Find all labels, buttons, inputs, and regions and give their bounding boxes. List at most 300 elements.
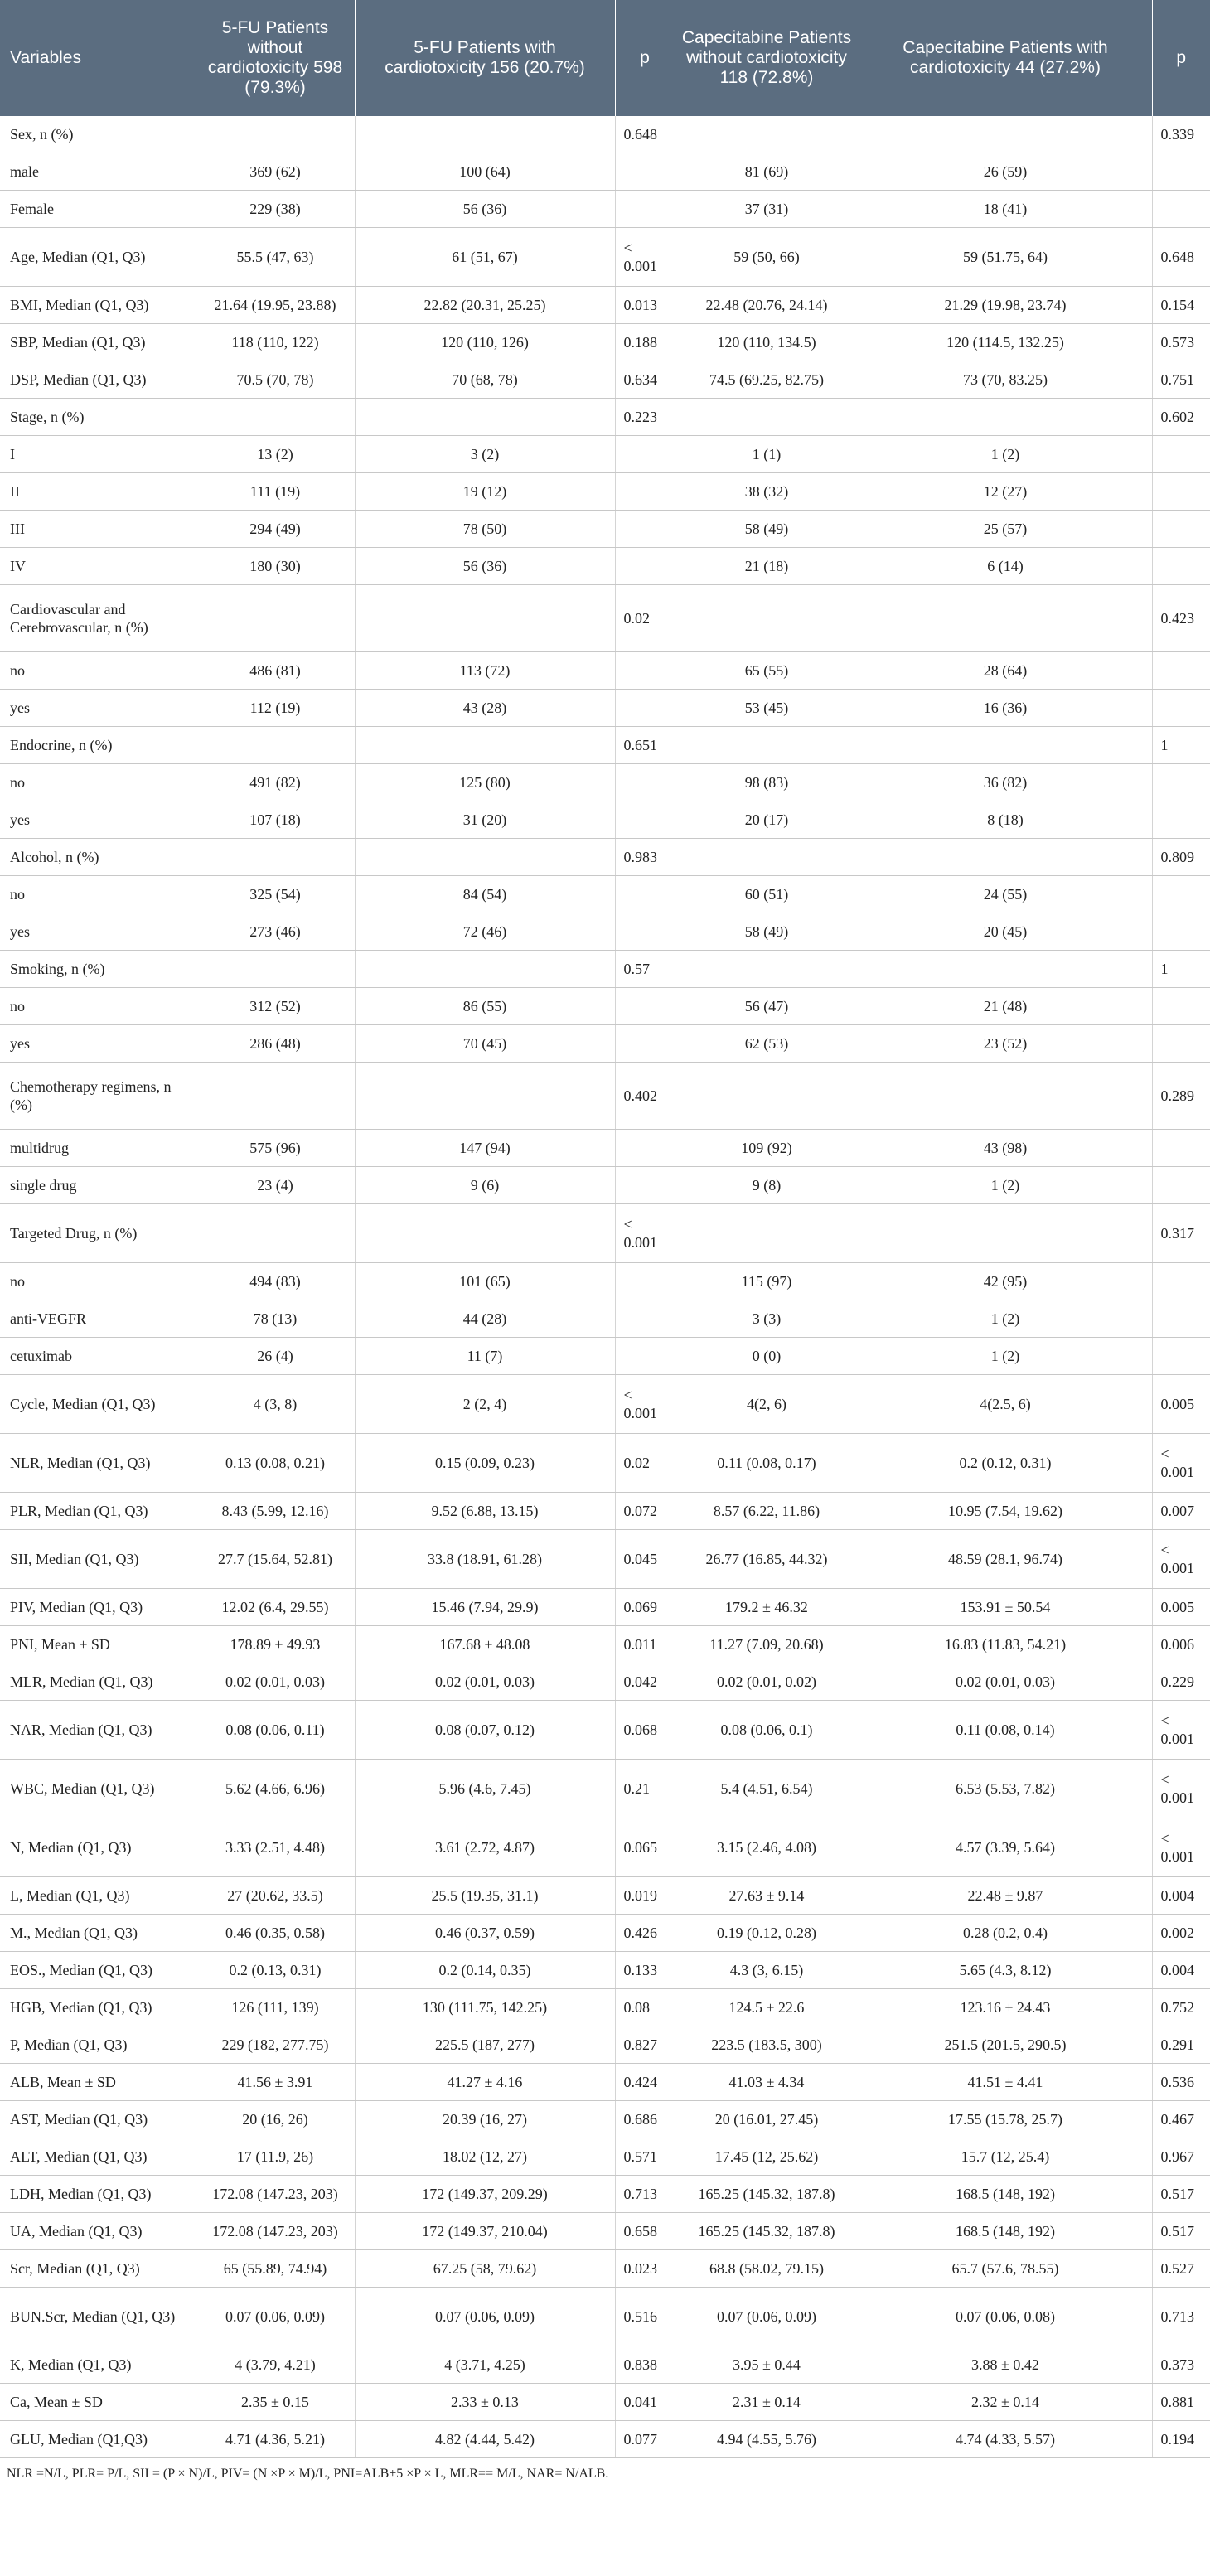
cell-fu-without: 21.64 (19.95, 23.88) <box>196 287 355 324</box>
cell-p-cap <box>1152 1025 1210 1063</box>
cell-variable: no <box>0 764 196 801</box>
cell-cap-without: 0.07 (0.06, 0.09) <box>675 2288 859 2346</box>
cell-p-cap: 0.373 <box>1152 2346 1210 2384</box>
table-row <box>0 399 1210 436</box>
cell-p-fu: 0.648 <box>615 116 675 153</box>
cell-cap-without: 124.5 ± 22.6 <box>675 1989 859 2026</box>
table-row <box>0 2064 1210 2101</box>
cell-fu-with: 0.07 (0.06, 0.09) <box>355 2288 615 2346</box>
cell-cap-with: 15.7 (12, 25.4) <box>859 2138 1152 2176</box>
cell-variable: PIV, Median (Q1, Q3) <box>0 1589 196 1626</box>
cell-p-fu: 0.08 <box>615 1989 675 2026</box>
table-row <box>0 801 1210 839</box>
table-row <box>0 1263 1210 1300</box>
cell-cap-with: 6 (14) <box>859 548 1152 585</box>
cell-variable: BMI, Median (Q1, Q3) <box>0 287 196 324</box>
cell-p-cap: 0.517 <box>1152 2176 1210 2213</box>
cell-fu-with: 67.25 (58, 79.62) <box>355 2250 615 2288</box>
table-row <box>0 324 1210 361</box>
cell-cap-without: 165.25 (145.32, 187.8) <box>675 2213 859 2250</box>
cell-variable: AST, Median (Q1, Q3) <box>0 2101 196 2138</box>
cell-p-cap: 0.423 <box>1152 585 1210 652</box>
cell-cap-without: 60 (51) <box>675 876 859 913</box>
cell-fu-without <box>196 1204 355 1263</box>
cell-variable: Cardiovascular and Cerebrovascular, n (%) <box>0 585 196 652</box>
table-row <box>0 361 1210 399</box>
cell-cap-with: 28 (64) <box>859 652 1152 690</box>
cell-fu-with: 9.52 (6.88, 13.15) <box>355 1493 615 1530</box>
cell-variable: no <box>0 652 196 690</box>
cell-p-fu <box>615 801 675 839</box>
cell-cap-with: 10.95 (7.54, 19.62) <box>859 1493 1152 1530</box>
cell-cap-with <box>859 1063 1152 1130</box>
cell-cap-with <box>859 839 1152 876</box>
cell-fu-with: 4 (3.71, 4.25) <box>355 2346 615 2384</box>
cell-p-cap <box>1152 652 1210 690</box>
cell-fu-without <box>196 399 355 436</box>
header-p-fu: p <box>615 0 675 116</box>
cell-p-fu: 0.02 <box>615 1434 675 1493</box>
cell-cap-without: 0.08 (0.06, 0.1) <box>675 1701 859 1760</box>
table-row <box>0 727 1210 764</box>
cell-fu-with: 113 (72) <box>355 652 615 690</box>
cell-fu-without: 13 (2) <box>196 436 355 473</box>
cell-p-fu <box>615 652 675 690</box>
cell-p-cap: 0.648 <box>1152 228 1210 287</box>
cell-variable: Stage, n (%) <box>0 399 196 436</box>
cell-p-fu: 0.223 <box>615 399 675 436</box>
cell-fu-with: 41.27 ± 4.16 <box>355 2064 615 2101</box>
cell-p-fu <box>615 1167 675 1204</box>
table-row <box>0 1025 1210 1063</box>
cell-p-cap: 0.006 <box>1152 1626 1210 1663</box>
cell-p-cap: 0.005 <box>1152 1589 1210 1626</box>
table-body <box>0 116 1210 2458</box>
cell-fu-without: 4 (3.79, 4.21) <box>196 2346 355 2384</box>
cell-cap-without: 11.27 (7.09, 20.68) <box>675 1626 859 1663</box>
cell-cap-with: 43 (98) <box>859 1130 1152 1167</box>
cell-p-fu <box>615 191 675 228</box>
cell-fu-with: 125 (80) <box>355 764 615 801</box>
cell-variable: II <box>0 473 196 511</box>
cell-cap-with: 168.5 (148, 192) <box>859 2213 1152 2250</box>
cell-cap-without <box>675 585 859 652</box>
cell-p-cap <box>1152 876 1210 913</box>
cell-cap-without: 8.57 (6.22, 11.86) <box>675 1493 859 1530</box>
table-row <box>0 1063 1210 1130</box>
cell-cap-with <box>859 951 1152 988</box>
cell-fu-with: 5.96 (4.6, 7.45) <box>355 1760 615 1818</box>
table-row <box>0 652 1210 690</box>
cell-fu-with: 225.5 (187, 277) <box>355 2026 615 2064</box>
cell-fu-with: 20.39 (16, 27) <box>355 2101 615 2138</box>
cell-cap-without: 1 (1) <box>675 436 859 473</box>
cell-fu-without: 17 (11.9, 26) <box>196 2138 355 2176</box>
cell-p-fu: 0.077 <box>615 2421 675 2458</box>
cell-cap-without <box>675 1063 859 1130</box>
cell-fu-without: 41.56 ± 3.91 <box>196 2064 355 2101</box>
cell-fu-with <box>355 1204 615 1263</box>
cell-variable: P, Median (Q1, Q3) <box>0 2026 196 2064</box>
cell-cap-with: 59 (51.75, 64) <box>859 228 1152 287</box>
cell-fu-without: 112 (19) <box>196 690 355 727</box>
cell-variable: HGB, Median (Q1, Q3) <box>0 1989 196 2026</box>
cell-cap-without <box>675 727 859 764</box>
cell-fu-without: 70.5 (70, 78) <box>196 361 355 399</box>
cell-cap-with <box>859 399 1152 436</box>
table-row <box>0 1300 1210 1338</box>
cell-fu-without: 55.5 (47, 63) <box>196 228 355 287</box>
cell-cap-without: 58 (49) <box>675 511 859 548</box>
cell-cap-with: 0.2 (0.12, 0.31) <box>859 1434 1152 1493</box>
cell-p-cap <box>1152 801 1210 839</box>
cell-cap-without: 58 (49) <box>675 913 859 951</box>
cell-cap-without <box>675 839 859 876</box>
cell-p-cap: 0.194 <box>1152 2421 1210 2458</box>
cell-p-cap: 0.713 <box>1152 2288 1210 2346</box>
cell-variable: III <box>0 511 196 548</box>
cell-p-cap: < 0.001 <box>1152 1760 1210 1818</box>
cell-fu-without: 312 (52) <box>196 988 355 1025</box>
cell-p-fu <box>615 690 675 727</box>
table-row <box>0 1952 1210 1989</box>
cell-cap-without <box>675 951 859 988</box>
cell-p-fu: 0.651 <box>615 727 675 764</box>
cell-fu-without: 65 (55.89, 74.94) <box>196 2250 355 2288</box>
cell-cap-without: 9 (8) <box>675 1167 859 1204</box>
table-row <box>0 988 1210 1025</box>
cell-fu-with: 22.82 (20.31, 25.25) <box>355 287 615 324</box>
cell-p-cap: 0.339 <box>1152 116 1210 153</box>
cell-p-cap: 0.809 <box>1152 839 1210 876</box>
cell-cap-without: 0 (0) <box>675 1338 859 1375</box>
cell-fu-with: 0.08 (0.07, 0.12) <box>355 1701 615 1760</box>
cell-variable: WBC, Median (Q1, Q3) <box>0 1760 196 1818</box>
cell-p-cap: < 0.001 <box>1152 1701 1210 1760</box>
table-row <box>0 473 1210 511</box>
cell-variable: Scr, Median (Q1, Q3) <box>0 2250 196 2288</box>
cell-p-cap: 0.467 <box>1152 2101 1210 2138</box>
cell-fu-without: 27 (20.62, 33.5) <box>196 1877 355 1915</box>
cell-cap-with: 22.48 ± 9.87 <box>859 1877 1152 1915</box>
cell-p-cap: 0.004 <box>1152 1952 1210 1989</box>
cell-variable: Cycle, Median (Q1, Q3) <box>0 1375 196 1434</box>
cell-fu-with: 167.68 ± 48.08 <box>355 1626 615 1663</box>
cell-fu-without: 8.43 (5.99, 12.16) <box>196 1493 355 1530</box>
cell-cap-with: 20 (45) <box>859 913 1152 951</box>
cell-fu-with <box>355 116 615 153</box>
cell-variable: Chemotherapy regimens, n (%) <box>0 1063 196 1130</box>
table-row <box>0 153 1210 191</box>
cell-cap-without: 21 (18) <box>675 548 859 585</box>
cell-fu-with: 31 (20) <box>355 801 615 839</box>
cell-fu-without: 20 (16, 26) <box>196 2101 355 2138</box>
cell-variable: no <box>0 1263 196 1300</box>
cell-p-fu: 0.013 <box>615 287 675 324</box>
cell-p-fu: 0.424 <box>615 2064 675 2101</box>
cell-p-fu: 0.516 <box>615 2288 675 2346</box>
cell-fu-with: 72 (46) <box>355 913 615 951</box>
cell-fu-without: 369 (62) <box>196 153 355 191</box>
table-row <box>0 2421 1210 2458</box>
table-row <box>0 764 1210 801</box>
cell-variable: yes <box>0 913 196 951</box>
cell-cap-without: 22.48 (20.76, 24.14) <box>675 287 859 324</box>
table-row <box>0 1338 1210 1375</box>
cell-p-cap: 0.751 <box>1152 361 1210 399</box>
cell-fu-without: 172.08 (147.23, 203) <box>196 2213 355 2250</box>
cell-cap-without: 109 (92) <box>675 1130 859 1167</box>
cell-cap-without: 223.5 (183.5, 300) <box>675 2026 859 2064</box>
cell-variable: MLR, Median (Q1, Q3) <box>0 1663 196 1701</box>
cell-p-cap <box>1152 1167 1210 1204</box>
cell-cap-with: 26 (59) <box>859 153 1152 191</box>
cell-p-cap: 0.881 <box>1152 2384 1210 2421</box>
header-p-cap: p <box>1152 0 1210 116</box>
cell-p-fu: 0.019 <box>615 1877 675 1915</box>
cell-fu-with: 100 (64) <box>355 153 615 191</box>
cell-fu-with: 44 (28) <box>355 1300 615 1338</box>
table-row <box>0 2346 1210 2384</box>
table-row <box>0 2384 1210 2421</box>
cell-variable: ALB, Mean ± SD <box>0 2064 196 2101</box>
cell-cap-with <box>859 727 1152 764</box>
cell-variable: Endocrine, n (%) <box>0 727 196 764</box>
cell-fu-with: 101 (65) <box>355 1263 615 1300</box>
cell-cap-with: 25 (57) <box>859 511 1152 548</box>
table-row <box>0 1375 1210 1434</box>
table-row <box>0 1493 1210 1530</box>
cell-p-cap: 0.517 <box>1152 2213 1210 2250</box>
cell-fu-with: 172 (149.37, 210.04) <box>355 2213 615 2250</box>
cell-p-cap: 0.536 <box>1152 2064 1210 2101</box>
cell-cap-without: 0.02 (0.01, 0.02) <box>675 1663 859 1701</box>
cell-variable: yes <box>0 801 196 839</box>
cell-cap-with: 0.28 (0.2, 0.4) <box>859 1915 1152 1952</box>
cell-fu-without: 26 (4) <box>196 1338 355 1375</box>
table-row <box>0 951 1210 988</box>
table-row <box>0 2250 1210 2288</box>
cell-variable: PNI, Mean ± SD <box>0 1626 196 1663</box>
cell-p-fu: 0.571 <box>615 2138 675 2176</box>
cell-cap-without: 0.19 (0.12, 0.28) <box>675 1915 859 1952</box>
cell-cap-without: 3.15 (2.46, 4.08) <box>675 1818 859 1877</box>
table-row <box>0 287 1210 324</box>
cell-cap-with: 1 (2) <box>859 1338 1152 1375</box>
table-header <box>0 0 1210 116</box>
cell-p-fu <box>615 876 675 913</box>
cell-fu-with: 25.5 (19.35, 31.1) <box>355 1877 615 1915</box>
cell-p-cap: 0.004 <box>1152 1877 1210 1915</box>
cell-fu-without: 273 (46) <box>196 913 355 951</box>
cell-p-fu: < 0.001 <box>615 1375 675 1434</box>
cell-p-fu: 0.065 <box>615 1818 675 1877</box>
cell-fu-without <box>196 727 355 764</box>
cell-cap-with: 168.5 (148, 192) <box>859 2176 1152 2213</box>
table-row <box>0 690 1210 727</box>
cell-p-fu: 0.023 <box>615 2250 675 2288</box>
cell-fu-with: 15.46 (7.94, 29.9) <box>355 1589 615 1626</box>
cell-p-cap: 1 <box>1152 727 1210 764</box>
cell-p-fu: 0.21 <box>615 1760 675 1818</box>
cell-cap-with: 42 (95) <box>859 1263 1152 1300</box>
cell-variable: L, Median (Q1, Q3) <box>0 1877 196 1915</box>
cell-cap-with: 2.32 ± 0.14 <box>859 2384 1152 2421</box>
cell-p-cap <box>1152 988 1210 1025</box>
cell-cap-without <box>675 116 859 153</box>
cell-cap-without: 2.31 ± 0.14 <box>675 2384 859 2421</box>
cell-fu-with: 0.46 (0.37, 0.59) <box>355 1915 615 1952</box>
cell-fu-without: 2.35 ± 0.15 <box>196 2384 355 2421</box>
cell-fu-with: 2 (2, 4) <box>355 1375 615 1434</box>
cell-p-cap: 0.317 <box>1152 1204 1210 1263</box>
cell-cap-with: 0.07 (0.06, 0.08) <box>859 2288 1152 2346</box>
cell-p-cap: 0.752 <box>1152 1989 1210 2026</box>
cell-cap-without: 0.11 (0.08, 0.17) <box>675 1434 859 1493</box>
cell-cap-without: 20 (17) <box>675 801 859 839</box>
header-cap-without: Capecitabine Patients without cardiotoxicity 118 (72.8%) <box>675 0 859 116</box>
cell-cap-with: 8 (18) <box>859 801 1152 839</box>
cell-cap-without: 179.2 ± 46.32 <box>675 1589 859 1626</box>
cell-cap-with: 18 (41) <box>859 191 1152 228</box>
header-variables: Variables <box>0 0 196 116</box>
cell-p-fu <box>615 436 675 473</box>
cell-p-fu <box>615 988 675 1025</box>
cell-fu-with: 84 (54) <box>355 876 615 913</box>
cell-fu-with: 4.82 (4.44, 5.42) <box>355 2421 615 2458</box>
cell-p-fu <box>615 548 675 585</box>
cell-p-fu: 0.068 <box>615 1701 675 1760</box>
table-row <box>0 2138 1210 2176</box>
cell-variable: single drug <box>0 1167 196 1204</box>
table-row <box>0 228 1210 287</box>
cell-fu-without <box>196 585 355 652</box>
cell-fu-without: 23 (4) <box>196 1167 355 1204</box>
cell-fu-without: 0.2 (0.13, 0.31) <box>196 1952 355 1989</box>
cell-fu-without: 325 (54) <box>196 876 355 913</box>
cell-variable: multidrug <box>0 1130 196 1167</box>
cell-p-fu <box>615 473 675 511</box>
cell-variable: EOS., Median (Q1, Q3) <box>0 1952 196 1989</box>
cell-cap-with: 251.5 (201.5, 290.5) <box>859 2026 1152 2064</box>
cell-cap-without: 4.3 (3, 6.15) <box>675 1952 859 1989</box>
cell-fu-without: 118 (110, 122) <box>196 324 355 361</box>
cell-p-fu <box>615 1338 675 1375</box>
cell-fu-without: 111 (19) <box>196 473 355 511</box>
cell-cap-with: 36 (82) <box>859 764 1152 801</box>
cell-p-cap: 0.602 <box>1152 399 1210 436</box>
cell-variable: SII, Median (Q1, Q3) <box>0 1530 196 1589</box>
cell-cap-without: 4.94 (4.55, 5.76) <box>675 2421 859 2458</box>
cell-cap-with: 17.55 (15.78, 25.7) <box>859 2101 1152 2138</box>
cell-p-fu: 0.133 <box>615 1952 675 1989</box>
table-row <box>0 1434 1210 1493</box>
cell-p-cap <box>1152 436 1210 473</box>
cell-variable: SBP, Median (Q1, Q3) <box>0 324 196 361</box>
cell-fu-with <box>355 839 615 876</box>
cell-cap-with: 4.74 (4.33, 5.57) <box>859 2421 1152 2458</box>
cell-p-cap <box>1152 1300 1210 1338</box>
cell-fu-with: 18.02 (12, 27) <box>355 2138 615 2176</box>
table-row <box>0 1204 1210 1263</box>
cell-p-cap <box>1152 764 1210 801</box>
cell-fu-without: 0.08 (0.06, 0.11) <box>196 1701 355 1760</box>
cell-variable: UA, Median (Q1, Q3) <box>0 2213 196 2250</box>
cell-fu-without <box>196 1063 355 1130</box>
cell-p-cap: 0.527 <box>1152 2250 1210 2288</box>
cell-cap-with: 5.65 (4.3, 8.12) <box>859 1952 1152 1989</box>
table-row <box>0 1701 1210 1760</box>
cell-cap-with: 3.88 ± 0.42 <box>859 2346 1152 2384</box>
table-row <box>0 2101 1210 2138</box>
cell-fu-without: 486 (81) <box>196 652 355 690</box>
cell-fu-without: 0.46 (0.35, 0.58) <box>196 1915 355 1952</box>
table-row <box>0 585 1210 652</box>
cell-p-cap <box>1152 690 1210 727</box>
cell-p-fu <box>615 1025 675 1063</box>
cell-variable: yes <box>0 1025 196 1063</box>
cell-p-fu: 0.402 <box>615 1063 675 1130</box>
table-row <box>0 1818 1210 1877</box>
table-row <box>0 1760 1210 1818</box>
cell-variable: Female <box>0 191 196 228</box>
cell-cap-without: 81 (69) <box>675 153 859 191</box>
cell-fu-with: 56 (36) <box>355 548 615 585</box>
cell-p-cap: 0.291 <box>1152 2026 1210 2064</box>
cell-variable: K, Median (Q1, Q3) <box>0 2346 196 2384</box>
cell-fu-with: 61 (51, 67) <box>355 228 615 287</box>
cell-cap-without: 37 (31) <box>675 191 859 228</box>
cell-fu-without: 5.62 (4.66, 6.96) <box>196 1760 355 1818</box>
cell-fu-with <box>355 1063 615 1130</box>
cell-p-fu: 0.072 <box>615 1493 675 1530</box>
cell-p-fu: 0.634 <box>615 361 675 399</box>
cell-cap-with <box>859 585 1152 652</box>
cell-fu-without: 286 (48) <box>196 1025 355 1063</box>
cell-cap-with: 48.59 (28.1, 96.74) <box>859 1530 1152 1589</box>
cell-variable: IV <box>0 548 196 585</box>
table-row <box>0 1530 1210 1589</box>
cell-p-cap: 0.229 <box>1152 1663 1210 1701</box>
cell-cap-without <box>675 399 859 436</box>
cell-p-fu: 0.069 <box>615 1589 675 1626</box>
cell-p-fu: 0.042 <box>615 1663 675 1701</box>
cell-p-fu <box>615 913 675 951</box>
cell-p-fu: 0.713 <box>615 2176 675 2213</box>
cell-p-fu <box>615 511 675 548</box>
cell-p-fu: 0.658 <box>615 2213 675 2250</box>
cell-fu-with: 172 (149.37, 209.29) <box>355 2176 615 2213</box>
cell-cap-with: 65.7 (57.6, 78.55) <box>859 2250 1152 2288</box>
cell-cap-without: 165.25 (145.32, 187.8) <box>675 2176 859 2213</box>
cell-fu-with: 19 (12) <box>355 473 615 511</box>
cell-cap-without: 41.03 ± 4.34 <box>675 2064 859 2101</box>
table-row <box>0 2213 1210 2250</box>
cell-cap-with: 21 (48) <box>859 988 1152 1025</box>
table-row <box>0 1915 1210 1952</box>
table-row <box>0 839 1210 876</box>
cell-p-cap <box>1152 1130 1210 1167</box>
cell-fu-with: 70 (68, 78) <box>355 361 615 399</box>
cell-variable: DSP, Median (Q1, Q3) <box>0 361 196 399</box>
table-row <box>0 2288 1210 2346</box>
table-row <box>0 1589 1210 1626</box>
cell-p-fu <box>615 1263 675 1300</box>
cell-cap-with: 16.83 (11.83, 54.21) <box>859 1626 1152 1663</box>
cell-cap-with: 4.57 (3.39, 5.64) <box>859 1818 1152 1877</box>
cell-variable: Age, Median (Q1, Q3) <box>0 228 196 287</box>
cell-variable: BUN.Scr, Median (Q1, Q3) <box>0 2288 196 2346</box>
